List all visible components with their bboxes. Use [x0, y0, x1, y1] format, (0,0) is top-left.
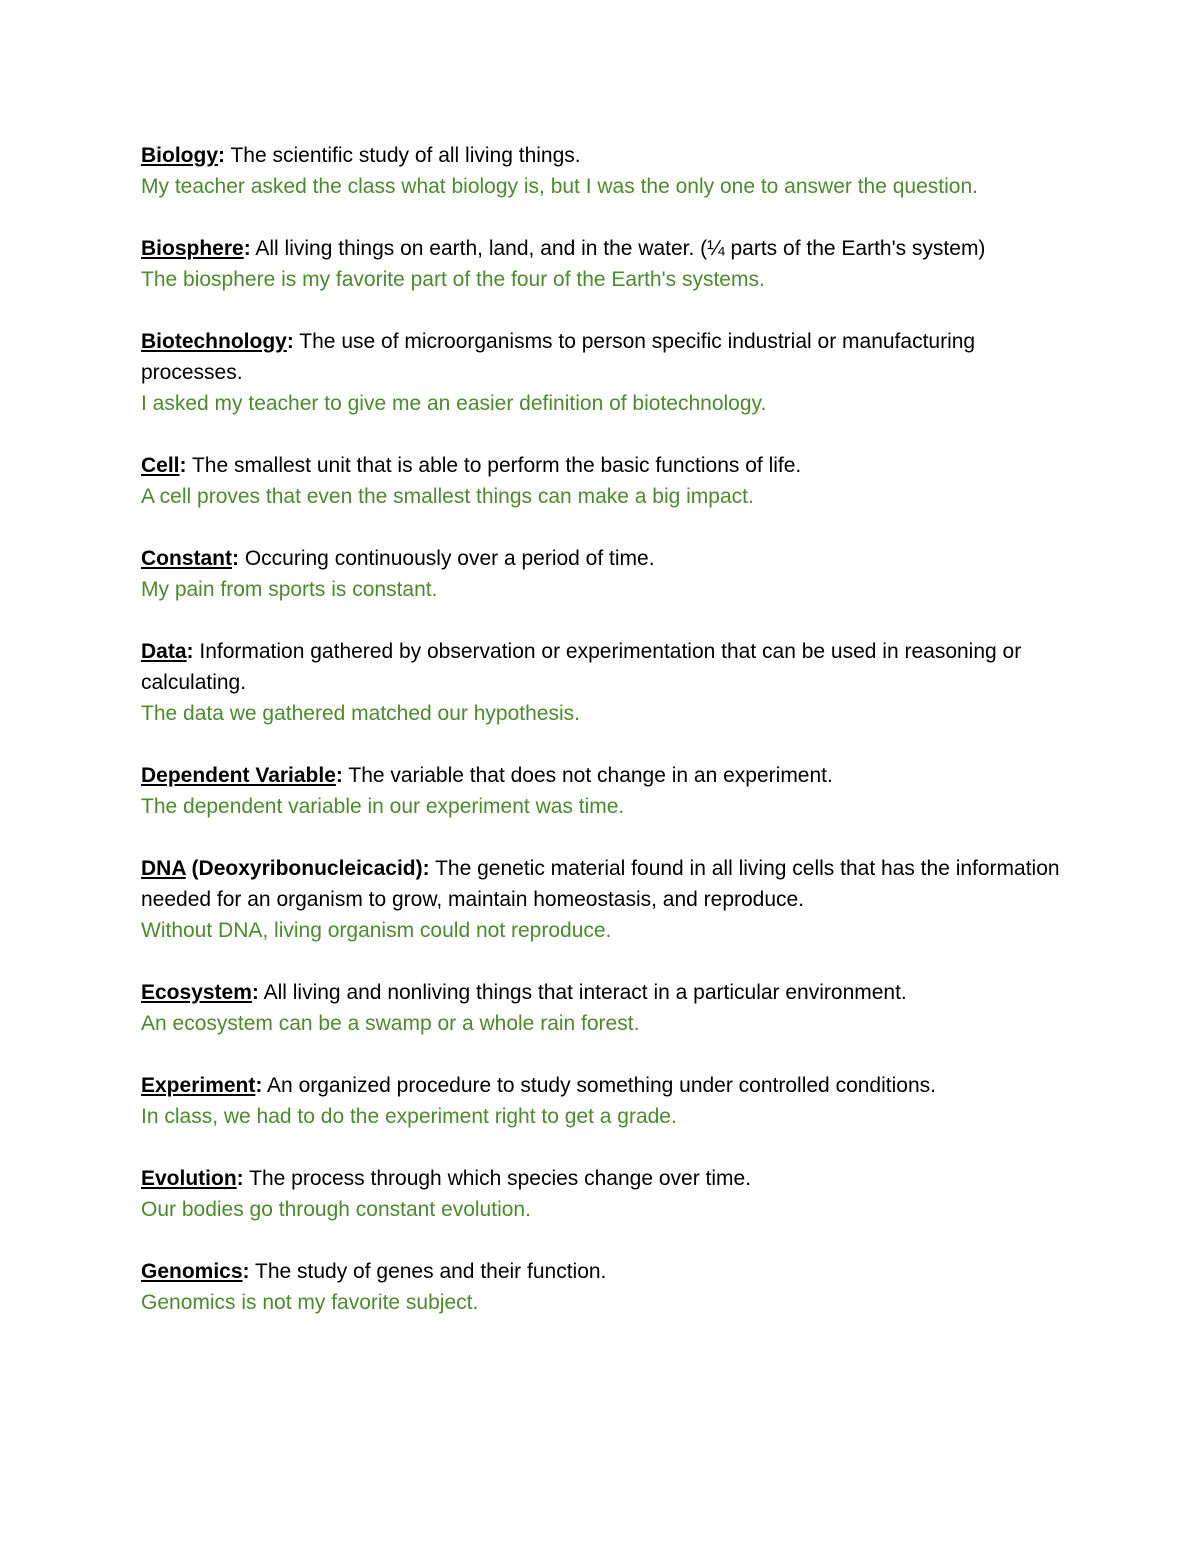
definition-line	[141, 977, 1071, 1008]
definition-line	[141, 326, 1071, 388]
term: Biosphere	[141, 237, 244, 260]
entry-dna	[141, 853, 1071, 946]
term-colon: :	[243, 237, 251, 260]
definition: The process through which species change over time.	[243, 1167, 752, 1190]
term-colon: :	[186, 640, 194, 663]
term-colon: :	[236, 1167, 244, 1190]
definition: The smallest unit that is able to perform the basic functions of life.	[186, 454, 802, 477]
entry-ecosystem	[141, 977, 1071, 1039]
term: DNA	[141, 857, 186, 880]
definition-line	[141, 1163, 1071, 1194]
entry-biosphere	[141, 233, 1071, 295]
example-sentence: Our bodies go through constant evolution.	[141, 1198, 531, 1221]
term-colon: :	[422, 857, 430, 880]
glossary	[141, 140, 1071, 1349]
definition: An organized procedure to study something under controlled conditions.	[262, 1074, 936, 1097]
term-colon: :	[179, 454, 187, 477]
term: Data	[141, 640, 187, 663]
term-colon: :	[232, 547, 239, 570]
definition-line	[141, 543, 1071, 574]
entry-constant	[141, 543, 1071, 605]
term: Constant	[141, 547, 232, 570]
definition: The genetic material found in all living cells that has the information needed for an organism to grow, maintain homeostasis, and reproduce.	[141, 857, 1060, 911]
example-sentence: My teacher asked the class what biology is, but I was the only one to answer the question.	[141, 175, 978, 198]
example-sentence: My pain from sports is constant.	[141, 578, 438, 601]
term-extra: (Deoxyribonucleicacid)	[185, 857, 423, 880]
definition: Information gathered by observation or experimentation that can be used in reasoning or calculating.	[141, 640, 1022, 694]
entry-genomics	[141, 1256, 1071, 1318]
term-colon: :	[335, 764, 343, 787]
definition-line	[141, 233, 1071, 264]
example-sentence: The data we gathered matched our hypothesis.	[141, 702, 580, 725]
term: Ecosystem	[141, 981, 252, 1004]
definition: The use of microorganisms to person specific industrial or manufacturing processes.	[141, 330, 976, 384]
definition: The study of genes and their function.	[249, 1260, 607, 1283]
entry-dependent-variable	[141, 760, 1071, 822]
term: Cell	[141, 454, 180, 477]
entry-evolution	[141, 1163, 1071, 1225]
definition-line	[141, 140, 1071, 171]
term-colon: :	[255, 1074, 263, 1097]
example-sentence: Genomics is not my favorite subject.	[141, 1291, 479, 1314]
example-sentence: Without DNA, living organism could not reproduce.	[141, 919, 612, 942]
example-sentence: I asked my teacher to give me an easier definition of biotechnology.	[141, 392, 767, 415]
definition-line	[141, 853, 1071, 915]
term-colon: :	[251, 981, 259, 1004]
entry-data	[141, 636, 1071, 729]
example-sentence: An ecosystem can be a swamp or a whole rain forest.	[141, 1012, 640, 1035]
term: Dependent Variable	[141, 764, 336, 787]
term: Biology	[141, 144, 218, 167]
definition: All living and nonliving things that interact in a particular environment.	[258, 981, 907, 1004]
example-sentence: A cell proves that even the smallest things can make a big impact.	[141, 485, 754, 508]
term: Genomics	[141, 1260, 243, 1283]
example-sentence: The dependent variable in our experiment was time.	[141, 795, 625, 818]
definition-line	[141, 1256, 1071, 1287]
entry-biology	[141, 140, 1071, 202]
definition-line	[141, 450, 1071, 481]
example-sentence: The biosphere is my favorite part of the four of the Earth's systems.	[141, 268, 765, 291]
definition-line	[141, 760, 1071, 791]
definition: All living things on earth, land, and in the water. (¼ parts of the Earth's system)	[250, 237, 986, 260]
entry-experiment	[141, 1070, 1071, 1132]
example-sentence: In class, we had to do the experiment right to get a grade.	[141, 1105, 677, 1128]
term: Experiment	[141, 1074, 256, 1097]
term: Evolution	[141, 1167, 237, 1190]
definition: Occuring continuously over a period of time.	[239, 547, 655, 570]
term-colon: :	[242, 1260, 250, 1283]
definition-line	[141, 1070, 1071, 1101]
definition: The variable that does not change in an experiment.	[342, 764, 833, 787]
entry-biotechnology	[141, 326, 1071, 419]
term-colon: :	[218, 144, 225, 167]
definition: The scientific study of all living things.	[225, 144, 581, 167]
term: Biotechnology	[141, 330, 287, 353]
definition-line	[141, 636, 1071, 698]
term-colon: :	[286, 330, 294, 353]
entry-cell	[141, 450, 1071, 512]
